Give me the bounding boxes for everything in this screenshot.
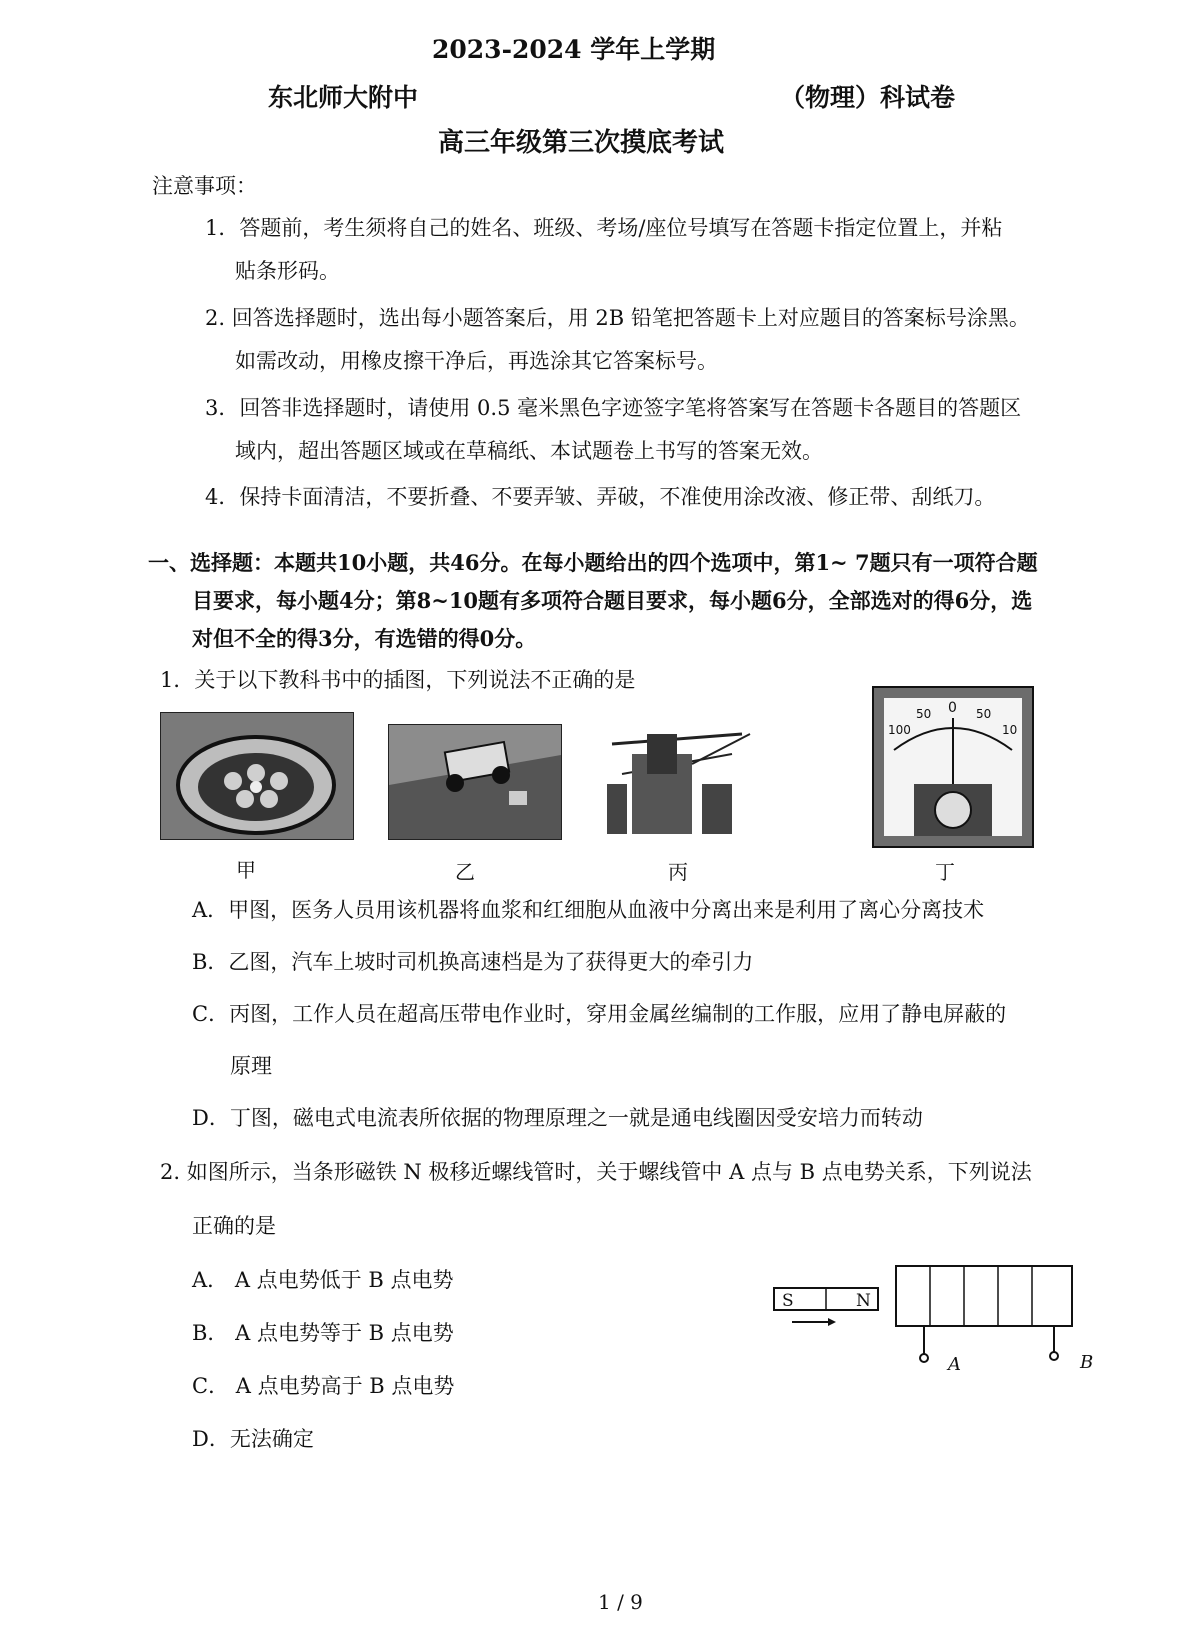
q2-option-d: D．无法确定 — [192, 1427, 314, 1451]
notice-title: 注意事项： — [152, 174, 257, 198]
notice-item-4: 4．保持卡面清洁，不要折叠、不要弄皱、弄破，不准使用涂改液、修正带、刮纸刀。 — [205, 485, 996, 509]
notice-item-3-line1: 3．回答非选择题时，请使用 0.5 毫米黑色字迹签字笔将答案写在答题卡各题目的答题区 — [205, 396, 1022, 420]
page-number: 1 / 9 — [598, 1590, 643, 1614]
q1-option-b: B．乙图，汽车上坡时司机换高速档是为了获得更大的牵引力 — [192, 950, 754, 974]
figure-jia-centrifuge — [160, 712, 354, 840]
q2-option-c: C． A 点电势高于 B 点电势 — [192, 1374, 455, 1398]
meter-tick-50-left: 50 — [916, 707, 932, 721]
meter-tick-0: 0 — [948, 700, 957, 716]
notice-item-1-line2: 贴条形码。 — [235, 259, 340, 283]
q1-option-a: A．甲图，医务人员用该机器将血浆和红细胞从血液中分离出来是利用了离心分离技术 — [192, 898, 985, 922]
magnet-s-label: S — [782, 1291, 794, 1311]
point-b-label: B — [1080, 1352, 1094, 1373]
q1-option-c-line2: 原理 — [230, 1054, 272, 1078]
q2-stem-line1: 2. 如图所示，当条形磁铁 N 极移近螺线管时，关于螺线管中 A 点与 B 点电势关系，下列说法 — [160, 1160, 1032, 1184]
figure-label-jia: 甲 — [236, 858, 256, 882]
notice-item-3-line2: 域内，超出答题区域或在草稿纸、本试题卷上书写的答案无效。 — [235, 439, 823, 463]
school-name: 东北师大附中 — [268, 83, 419, 112]
q1-option-c-line1: C．丙图，工作人员在超高压带电作业时，穿用金属丝编制的工作服，应用了静电屏蔽的 — [192, 1002, 1007, 1026]
q1-stem: 1．关于以下教科书中的插图，下列说法不正确的是 — [160, 668, 636, 692]
q2-option-b: B． A 点电势等于 B 点电势 — [192, 1321, 454, 1345]
q2-stem-line2: 正确的是 — [192, 1214, 276, 1238]
notice-item-2-line2: 如需改动，用橡皮擦干净后，再选涂其它答案标号。 — [235, 349, 718, 373]
q2-option-a: A． A 点电势低于 B 点电势 — [192, 1268, 454, 1292]
q1-option-d: D．丁图，磁电式电流表所依据的物理原理之一就是通电线圈因受安培力而转动 — [192, 1106, 923, 1130]
notice-item-1-line1: 1．答题前，考生须将自己的姓名、班级、考场/座位号填写在答题卡指定位置上，并粘 — [205, 216, 1003, 240]
power-line-worker-image — [602, 714, 752, 838]
solenoid — [896, 1266, 1072, 1326]
ammeter-image — [874, 688, 1032, 846]
notice-item-2-line1: 2. 回答选择题时，选出每小题答案后，用 2B 铅笔把答题卡上对应题目的答案标号涂黑。 — [205, 306, 1030, 330]
exam-title: 高三年级第三次摸底考试 — [438, 128, 725, 158]
magnet-solenoid-diagram — [768, 1258, 1098, 1388]
point-a-label: A — [948, 1354, 961, 1375]
figure-yi-car — [388, 724, 562, 840]
section1-line1: 一、选择题：本题共10小题，共46分。在每小题给出的四个选项中，第1~ 7题只有一项符合题 — [148, 550, 1038, 575]
meter-tick-50-right: 50 — [976, 707, 992, 721]
section1-line2: 目要求，每小题4分；第8~10题有多项符合题目要求，每小题6分，全部选对的得6分，选 — [192, 588, 1033, 613]
meter-tick-10: 10 — [1002, 723, 1018, 737]
magnet-n-label: N — [856, 1291, 871, 1311]
figure-label-bing: 丙 — [668, 860, 688, 884]
figure-label-ding: 丁 — [935, 860, 955, 884]
year-term-title: 2023-2024 学年上学期 — [432, 35, 716, 64]
figure-bing-worker — [602, 714, 752, 838]
figure-ding-ammeter — [872, 686, 1034, 848]
section1-line3: 对但不全的得3分，有选错的得0分。 — [192, 626, 537, 651]
car-slope-image — [389, 725, 561, 839]
meter-tick-100: 100 — [888, 723, 911, 737]
subject-title: （物理）科试卷 — [780, 83, 956, 112]
figure-label-yi: 乙 — [455, 860, 475, 884]
centrifuge-image — [161, 713, 353, 839]
